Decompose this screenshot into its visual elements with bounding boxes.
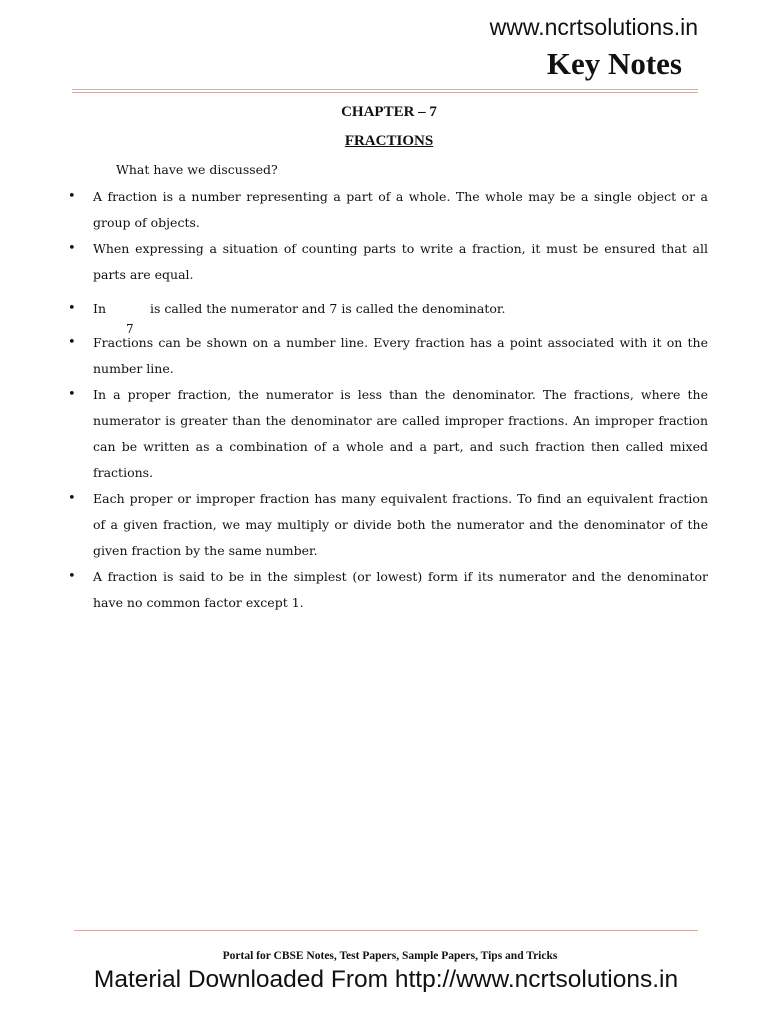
note-text: A fraction is said to be in the simplest (or lowest) form if its numerator and the denominator have no common factor except 1. (93, 569, 708, 610)
note-text: When expressing a situation of counting parts to write a fraction, it must be ensured that all parts are equal. (93, 241, 708, 282)
footer-download-link[interactable]: Material Downloaded From http://www.ncrtsolutions.in (93, 966, 679, 993)
note-text: Fractions can be shown on a number line. Every fraction has a point associated with it on the number line. (93, 335, 708, 376)
footer-portal-text: Portal for CBSE Notes, Test Papers, Sample Papers, Tips and Tricks (222, 950, 558, 962)
fraction-denominator: 7 (126, 322, 134, 336)
bullet-icon: • (68, 387, 76, 402)
list-item (60, 330, 708, 382)
site-url[interactable]: www.ncrtsolutions.in (489, 14, 698, 40)
list-item (60, 236, 708, 288)
note-text: Each proper or improper fraction has many equivalent fractions. To find an equivalent fraction of a given fraction, we may multiply or divide both the numerator and the denominator of the given fraction by the same number. (93, 491, 708, 558)
note-text: A fraction is a number representing a part of a whole. The whole may be a single object or a group of objects. (93, 189, 708, 230)
section-label: Key Notes (546, 46, 682, 81)
list-item (60, 296, 708, 336)
key-notes-list (60, 184, 708, 616)
header-divider (72, 89, 698, 93)
bullet-icon: • (68, 335, 76, 350)
footer-divider (74, 930, 698, 931)
chapter-title: CHAPTER – 7 (341, 104, 437, 120)
bullet-icon: • (68, 301, 76, 316)
list-item (60, 184, 708, 236)
list-item (60, 564, 708, 616)
note-text-suffix: is called the numerator and 7 is called the denominator. (150, 301, 506, 316)
bullet-icon: • (68, 241, 76, 256)
bullet-icon: • (68, 491, 76, 506)
topic-title: FRACTIONS (344, 133, 434, 149)
intro-text: What have we discussed? (116, 162, 278, 177)
note-text-prefix: In (93, 301, 106, 316)
note-text: In a proper fraction, the numerator is less than the denominator. The fractions, where the numerator is greater than the denominator are called improper fractions. An improper fraction can be written as a combination of a whole and a part, and such fraction then called mixed fractions. (93, 387, 708, 480)
list-item (60, 486, 708, 564)
bullet-icon: • (68, 189, 76, 204)
list-item (60, 382, 708, 486)
bullet-icon: • (68, 569, 76, 584)
